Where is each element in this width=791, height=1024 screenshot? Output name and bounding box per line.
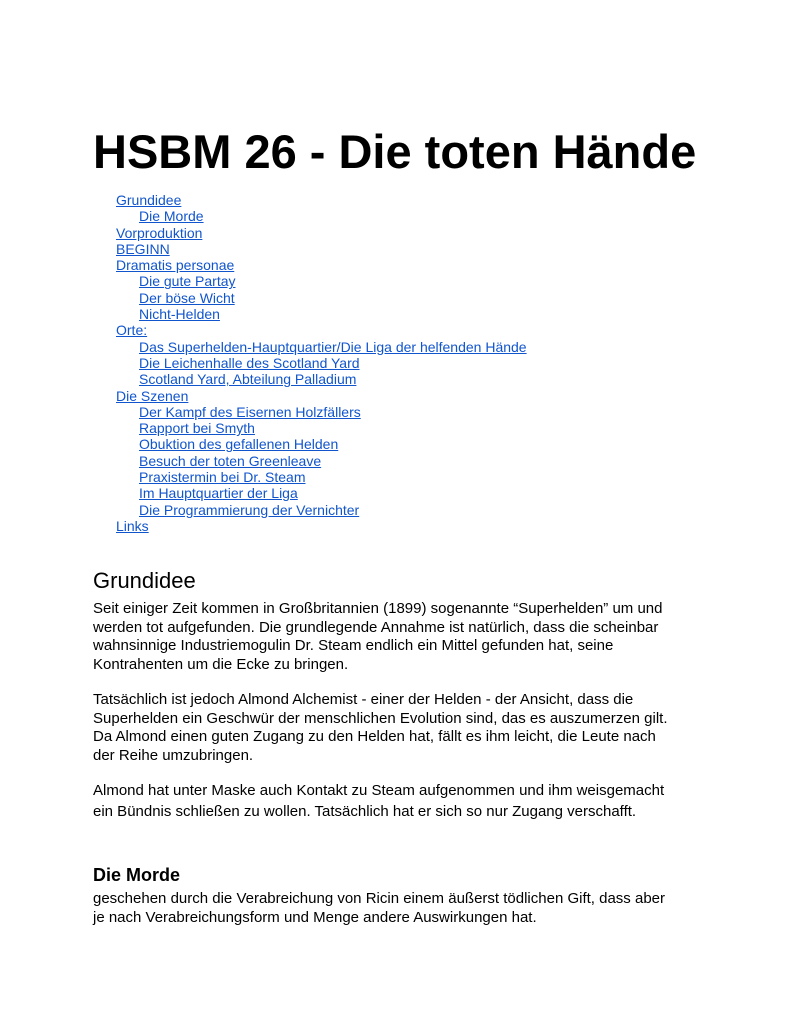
toc-item [116,518,527,534]
toc-link-praxistermin[interactable]: Praxistermin bei Dr. Steam [139,469,306,486]
toc-link-kampf-holzfaeller[interactable]: Der Kampf des Eisernen Holzfällers [139,403,361,420]
toc-link-besuch-greenleave[interactable]: Besuch der toten Greenleave [139,452,322,469]
toc-link-abteilung-palladium[interactable]: Scotland Yard, Abteilung Palladium [139,371,357,388]
toc-link-dramatis-personae[interactable]: Dramatis personae [116,257,235,274]
toc-link-nicht-helden[interactable]: Nicht-Helden [139,306,220,323]
toc-item [116,322,527,338]
text-line: Tatsächlich ist jedoch Almond Alchemist - einer der Helden - der Ansicht, dass die [93,691,634,708]
toc-link-hauptquartier-liga[interactable]: Im Hauptquartier der Liga [139,485,298,502]
toc-item [116,225,527,241]
text-line: je nach Verabreichungsform und Menge andere Auswirkungen hat. [93,908,537,926]
text-line: Kontrahenten um die Ecke zu bringen. [93,655,349,673]
paragraph [93,780,713,822]
toc-link-die-szenen[interactable]: Die Szenen [116,387,189,404]
toc-item [116,355,527,371]
toc-item [116,469,527,485]
toc-link-vorproduktion[interactable]: Vorproduktion [116,224,203,241]
table-of-contents [116,192,527,534]
toc-item [116,485,527,501]
paragraph [93,600,713,674]
toc-link-grundidee[interactable]: Grundidee [116,192,182,208]
toc-item [116,420,527,436]
toc-link-leichenhalle[interactable]: Die Leichenhalle des Scotland Yard [139,354,360,371]
text-line: ein Bündnis schließen zu wollen. Tatsächlich hat er sich so nur Zugang verschafft. [93,803,637,820]
toc-item [116,290,527,306]
toc-link-rapport-smyth[interactable]: Rapport bei Smyth [139,420,255,437]
text-line: werden tot aufgefunden. Die grundlegende Annahme ist natürlich, dass die scheinbar [93,618,659,636]
text-line: Almond hat unter Maske auch Kontakt zu Steam aufgenommen und ihm weisgemacht [93,782,665,799]
text-line: Superhelden ein Geschwür der menschlichen Evolution sind, das es auszumerzen gilt. [93,709,668,727]
toc-link-links[interactable]: Links [116,517,149,534]
toc-link-die-morde[interactable]: Die Morde [139,208,204,225]
toc-item [116,208,527,224]
toc-item [116,241,527,257]
toc-item [116,192,527,208]
toc-item [116,371,527,387]
document-title: HSBM 26 - Die toten Hände [93,125,697,178]
toc-item [116,436,527,452]
section-heading-die-morde: Die Morde [93,865,181,885]
text-line: wahnsinnige Industriemogulin Dr. Steam endlich ein Mittel gefunden hat, seine [93,637,614,654]
toc-item [116,502,527,518]
toc-link-der-boese-wicht[interactable]: Der böse Wicht [139,289,235,306]
toc-link-superhelden-hauptquartier[interactable]: Das Superhelden-Hauptquartier/Die Liga der helfenden Hände [139,338,527,355]
toc-link-beginn[interactable]: BEGINN [116,240,170,257]
paragraph [93,890,713,927]
paragraph [93,691,713,765]
toc-item [116,388,527,404]
toc-item [116,257,527,273]
toc-link-orte[interactable]: Orte: [116,322,148,339]
toc-item [116,339,527,355]
toc-item [116,273,527,289]
text-line: Da Almond einen guten Zugang zu den Helden hat, fällt es ihm leicht, die Leute nach [93,728,656,745]
toc-link-obuktion[interactable]: Obuktion des gefallenen Helden [139,436,339,453]
section-heading-grundidee: Grundidee [93,568,196,593]
toc-link-die-gute-partay[interactable]: Die gute Partay [139,273,236,290]
text-line: Seit einiger Zeit kommen in Großbritannien (1899) sogenannte “Superhelden” um und [93,600,663,617]
text-line: geschehen durch die Verabreichung von Ricin einem äußerst tödlichen Gift, dass aber [93,890,665,907]
toc-link-programmierung[interactable]: Die Programmierung der Vernichter [139,501,360,518]
toc-item [116,404,527,420]
toc-item [116,306,527,322]
toc-item [116,453,527,469]
text-line: der Reihe umzubringen. [93,746,254,764]
